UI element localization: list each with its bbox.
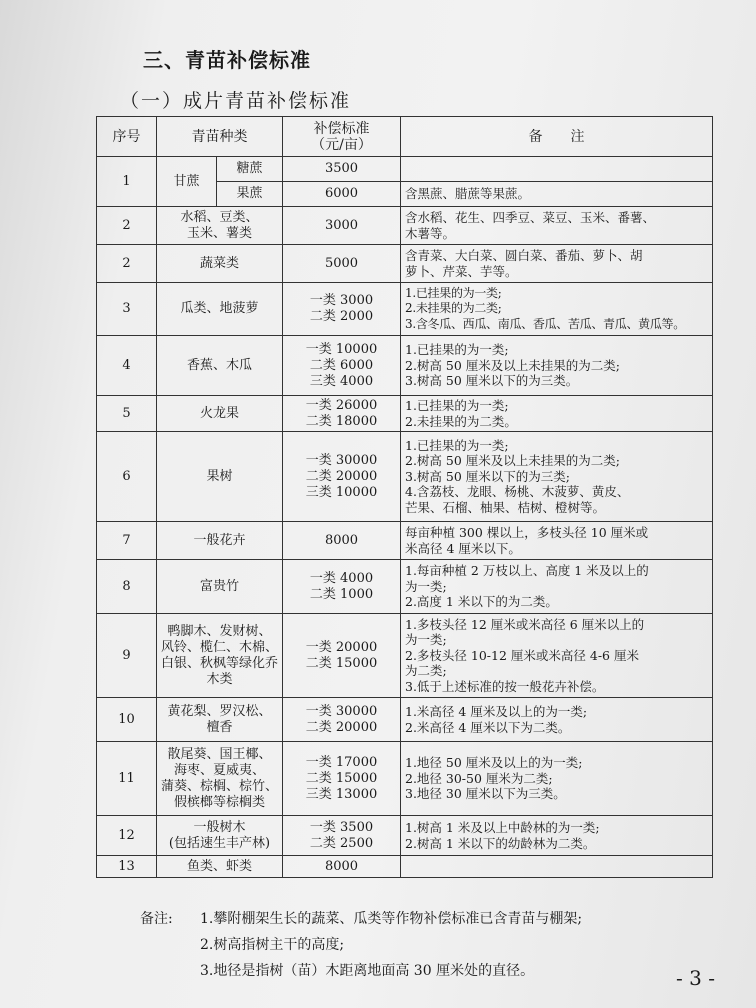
header-remark: 备 注 [401,117,713,157]
header-type: 青苗种类 [157,117,283,157]
cell-standard: 5000 [283,245,401,283]
note-item: 1.攀附棚架生长的蔬菜、瓜类等作物补偿标准已含青苗与棚架; [200,911,583,927]
table-row [97,816,713,856]
cell-standard: 一类 20000 二类 15000 [283,614,401,698]
table-row [97,856,713,878]
cell-type: 水稻、豆类、 玉米、薯类 [157,207,283,245]
cell-type: 鱼类、虾类 [157,856,283,878]
table-row [97,157,713,182]
cell-no: 7 [97,522,157,560]
table-row [97,396,713,432]
cell-remark: 1.多枝头径 12 厘米或米高径 6 厘米以上的 为一类; 2.多枝头径 10-12 厘米或米高径 4-6 厘米 为二类; 3.低于上述标准的按一般花卉补偿。 [401,614,713,698]
cell-type: 鸭脚木、发财树、 风铃、榄仁、木棉、 白银、秋枫等绿化乔 木类 [157,614,283,698]
cell-subtype: 糖蔗 [217,157,283,182]
note-item: 2.树高指树主干的高度; [200,937,345,953]
cell-no: 10 [97,698,157,742]
cell-remark: 含水稻、花生、四季豆、菜豆、玉米、番薯、 木薯等。 [401,207,713,245]
table-row [97,432,713,522]
cell-remark [401,856,713,878]
cell-no: 1 [97,157,157,207]
cell-standard: 一类 3000 二类 2000 [283,283,401,336]
cell-no: 2 [97,245,157,283]
note-item: 3.地径是指树（苗）木距离地面高 30 厘米处的直径。 [200,963,535,979]
cell-no: 13 [97,856,157,878]
cell-remark: 每亩种植 300 棵以上，多枝头径 10 厘米或 米高径 4 厘米以下。 [401,522,713,560]
notes-label: 备注: [140,911,173,927]
table-row [97,698,713,742]
cell-remark: 含青菜、大白菜、圆白菜、番茄、萝卜、胡 萝卜、芹菜、芋等。 [401,245,713,283]
cell-no: 5 [97,396,157,432]
cell-type: 富贵竹 [157,560,283,614]
cell-no: 3 [97,283,157,336]
cell-standard: 一类 4000 二类 1000 [283,560,401,614]
page-number: - 3 - [676,966,715,990]
cell-type: 果树 [157,432,283,522]
cell-standard: 一类 30000 二类 20000 [283,698,401,742]
cell-type: 火龙果 [157,396,283,432]
header-standard: 补偿标准 （元/亩） [283,117,401,157]
table-row [97,245,713,283]
cell-remark: 1.已挂果的为一类; 2.树高 50 厘米及以上未挂果的为二类; 3.树高 50 厘米以下的为三类; 4.含荔枝、龙眼、杨桃、木菠萝、黄皮、 芒果、石榴、柚果、桔树、橙树等。 [401,432,713,522]
cell-type: 甘蔗 [157,157,217,207]
cell-remark: 1.已挂果的为一类; 2.未挂果的为二类。 [401,396,713,432]
cell-remark [401,157,713,182]
cell-standard: 3000 [283,207,401,245]
table-row [97,614,713,698]
notes-section [140,906,582,984]
cell-no: 12 [97,816,157,856]
cell-standard: 一类 26000 二类 18000 [283,396,401,432]
cell-no: 11 [97,742,157,816]
cell-no: 2 [97,207,157,245]
cell-standard: 一类 30000 二类 20000 三类 10000 [283,432,401,522]
cell-remark: 1.地径 50 厘米及以上的为一类; 2.地径 30-50 厘米为二类; 3.地径 30 厘米以下为三类。 [401,742,713,816]
cell-no: 9 [97,614,157,698]
cell-type: 一般树木 (包括速生丰产林) [157,816,283,856]
cell-standard: 8000 [283,522,401,560]
cell-type: 散尾葵、国王椰、 海枣、夏威夷、 蒲葵、棕榈、棕竹、 假槟榔等棕榈类 [157,742,283,816]
cell-standard: 一类 10000 二类 6000 三类 4000 [283,336,401,396]
cell-remark: 1.树高 1 米及以上中龄林的为一类; 2.树高 1 米以下的幼龄林为二类。 [401,816,713,856]
cell-type: 一般花卉 [157,522,283,560]
cell-type: 蔬菜类 [157,245,283,283]
table-row [97,742,713,816]
table-row [97,522,713,560]
cell-standard: 一类 3500 二类 2500 [283,816,401,856]
cell-standard: 6000 [283,182,401,207]
cell-standard: 一类 17000 二类 15000 三类 13000 [283,742,401,816]
compensation-table [96,116,713,878]
cell-subtype: 果蔗 [217,182,283,207]
table-row [97,336,713,396]
cell-type: 黄花梨、罗汉松、 檀香 [157,698,283,742]
cell-type: 瓜类、地菠萝 [157,283,283,336]
cell-remark: 1.米高径 4 厘米及以上的为一类; 2.米高径 4 厘米以下为二类。 [401,698,713,742]
cell-remark: 含黑蔗、腊蔗等果蔗。 [401,182,713,207]
cell-type: 香蕉、木瓜 [157,336,283,396]
section-title: 三、青苗补偿标准 [143,48,311,72]
cell-standard: 3500 [283,157,401,182]
cell-remark: 1.每亩种植 2 万枝以上、高度 1 米及以上的 为一类; 2.高度 1 米以下的为二类。 [401,560,713,614]
table-row [97,207,713,245]
cell-no: 6 [97,432,157,522]
cell-no: 4 [97,336,157,396]
table-row [97,560,713,614]
cell-standard: 8000 [283,856,401,878]
header-no: 序号 [97,117,157,157]
table-header-row [97,117,713,157]
cell-no: 8 [97,560,157,614]
subsection-title: （一）成片青苗补偿标准 [120,90,352,112]
cell-remark: 1.已挂果的为一类; 2.树高 50 厘米及以上未挂果的为二类; 3.树高 50 厘米以下的为三类。 [401,336,713,396]
cell-remark: 1.已挂果的为一类; 2.未挂果的为二类; 3.含冬瓜、西瓜、南瓜、香瓜、苦瓜、青瓜、黄瓜等。 [401,283,713,336]
table-row [97,283,713,336]
